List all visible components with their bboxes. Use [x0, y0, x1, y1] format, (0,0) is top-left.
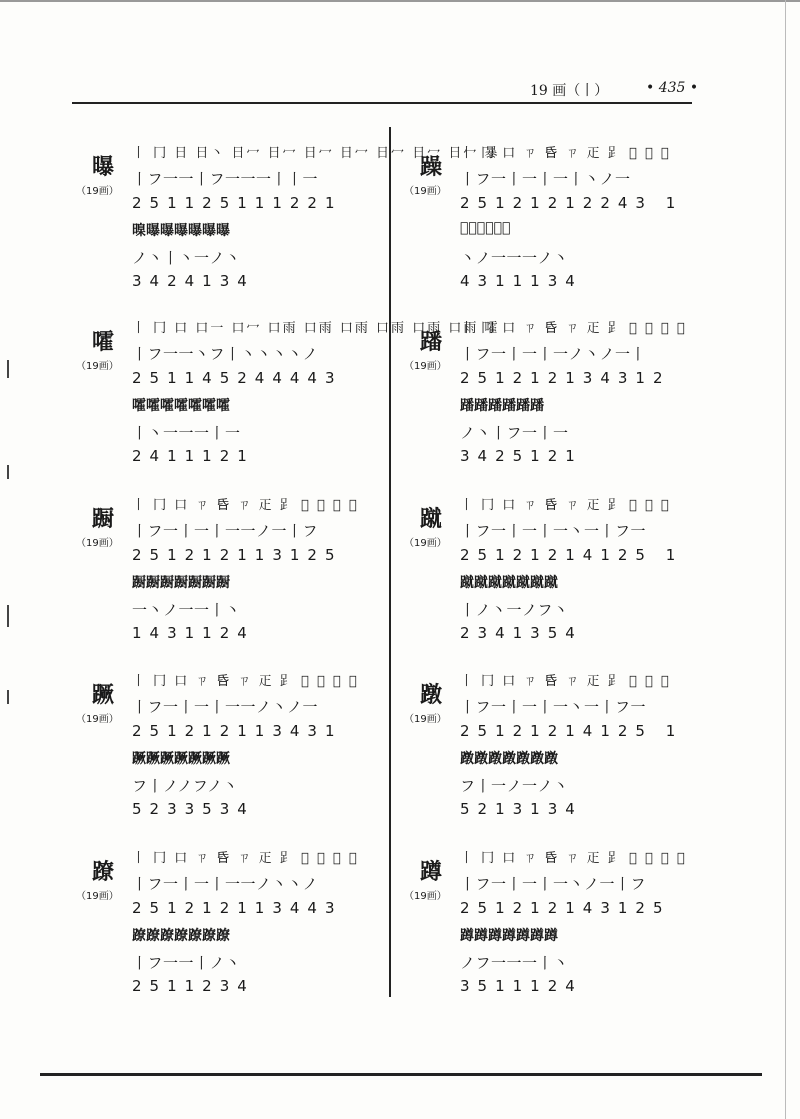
entry-character: 蹯	[420, 330, 443, 355]
numbers-row-1: 251212134312	[460, 369, 671, 387]
scan-edge-top	[0, 0, 800, 2]
stroke-count: （19画）	[404, 361, 447, 372]
numbers-row-2: 3424134	[132, 272, 255, 290]
numbers-row-2: 3425121	[460, 447, 583, 465]
margin-mark	[7, 690, 9, 704]
strokes-row-2: ノ丶丨フ一丨一	[460, 424, 569, 442]
steps-row-2: 暞曝曝曝曝曝曝	[132, 223, 230, 239]
strokes-row-1: 丨フ一一丨フ一一一丨丨一	[132, 170, 319, 188]
margin-mark	[7, 465, 9, 479]
strokes-row-1: 丨フ一丨一丨一一ノ丶ノ一	[132, 698, 319, 716]
steps-row-1: 丨 冂 口 ㄗ 𠯑 ㄗ 𤴓 𧾷 𧿨 𧿨 𧿨	[460, 146, 671, 161]
strokes-row-2: 丨ノ丶一ノフ丶	[460, 601, 569, 619]
entry-character: 蹴	[420, 507, 443, 532]
stroke-count: （19画）	[76, 186, 119, 197]
entry	[400, 658, 720, 828]
header-rule	[72, 102, 692, 104]
stroke-count: （19画）	[76, 538, 119, 549]
margin-mark	[7, 605, 9, 627]
steps-row-1: 丨 冂 口 ㄗ 𠯑 ㄗ 𤴓 𧾷 𧿨 𧿨 𧿨	[460, 498, 671, 513]
stroke-count: （19画）	[404, 538, 447, 549]
strokes-row-2: 一丶ノ一一丨丶	[132, 601, 241, 619]
strokes-row-1: 丨フ一丨一丨一ノ丶ノ一丨	[460, 345, 647, 363]
stroke-count: （19画）	[76, 891, 119, 902]
stroke-count: （19画）	[404, 891, 447, 902]
entry-character: 蹽	[92, 860, 115, 885]
steps-row-1: 丨 冂 口 ㄗ 𠯑 ㄗ 𤴓 𧾷 𧿨 𧿨 𧿨 𧿨	[132, 674, 359, 689]
entry	[400, 835, 720, 1005]
entry-character: 嚯	[92, 330, 115, 355]
entry-character: 蹲	[420, 860, 443, 885]
strokes-row-2: ノ丶丨丶一ノ丶	[132, 249, 241, 267]
numbers-row-2: 1431124	[132, 624, 255, 642]
entry	[400, 482, 720, 652]
steps-row-1: 丨 冂 口 口一 口冖 口雨 口雨 口雨 口雨 口雨 口雨 嚯	[132, 321, 500, 336]
entry-character: 曝	[92, 155, 115, 180]
strokes-row-2: 丨フ一一丨ノ丶	[132, 954, 241, 972]
entry-character: 蹰	[92, 507, 115, 532]
strokes-row-1: 丨フ一丨一丨一一ノ一丨フ	[132, 522, 319, 540]
numbers-row-1: 251212143125	[460, 899, 671, 917]
steps-row-2: 嚯嚯嚯嚯嚯嚯嚯	[132, 398, 230, 414]
numbers-row-2: 5213134	[460, 800, 583, 818]
strokes-row-1: 丨フ一丨一丨一丶ノ一丨フ	[460, 875, 647, 893]
numbers-row-2: 2511234	[132, 977, 255, 995]
steps-row-2: 蹾蹾蹾蹾蹾蹾蹾	[460, 751, 558, 767]
entry-character: 蹾	[420, 683, 443, 708]
numbers-row-1: 251212113125	[132, 546, 343, 564]
numbers-row-2: 2341354	[460, 624, 583, 642]
footer-rule	[40, 1073, 762, 1076]
entry	[400, 130, 720, 300]
numbers-row-1: 25121214125 1	[460, 546, 684, 564]
steps-row-1: 丨 冂 口 ㄗ 𠯑 ㄗ 𤴓 𧾷 𧿨 𧿨 𧿨 𧿨	[460, 321, 687, 336]
numbers-row-1: 25121214125 1	[460, 722, 684, 740]
strokes-row-2: 丶ノ一一一ノ丶	[460, 249, 569, 267]
entry	[400, 305, 720, 475]
steps-row-1: 丨 冂 口 ㄗ 𠯑 ㄗ 𤴓 𧾷 𧿨 𧿨 𧿨	[460, 674, 671, 689]
strokes-row-2: ノフ一一一丨丶	[460, 954, 569, 972]
stroke-count: （19画）	[76, 361, 119, 372]
steps-row-2: 蹲蹲蹲蹲蹲蹲蹲	[460, 928, 558, 944]
stroke-count: （19画）	[76, 714, 119, 725]
numbers-row-2: 5233534	[132, 800, 255, 818]
steps-row-1: 丨 冂 口 ㄗ 𠯑 ㄗ 𤴓 𧾷 𧿨 𧿨 𧿨 𧿨	[132, 498, 359, 513]
strokes-row-2: フ丨ノノフノ丶	[132, 777, 239, 795]
steps-row-1: 丨 冂 口 ㄗ 𠯑 ㄗ 𤴓 𧾷 𧿨 𧿨 𧿨 𧿨	[132, 851, 359, 866]
numbers-row-2: 3511124	[460, 977, 583, 995]
strokes-row-2: フ丨一ノ一ノ丶	[460, 777, 569, 795]
scan-edge-right	[785, 0, 786, 1119]
steps-row-2: 蹰蹰蹰蹰蹰蹰蹰	[132, 575, 230, 591]
margin-mark	[7, 360, 9, 378]
steps-row-1: 丨 冂 日 日丶 日冖 日冖 日冖 日冖 日冖 日冖 日冖 暴	[132, 146, 500, 161]
entry	[72, 835, 392, 1005]
stroke-count: （19画）	[404, 186, 447, 197]
entry-character: 躁	[420, 155, 443, 180]
numbers-row-1: 251212113443	[132, 899, 343, 917]
steps-row-2: 蹽蹽蹽蹽蹽蹽蹽	[132, 928, 230, 944]
entry	[72, 658, 392, 828]
entry	[72, 305, 500, 475]
numbers-row-2: 2411121	[132, 447, 255, 465]
steps-row-2: 蹶蹶蹶蹶蹶蹶蹶	[132, 751, 230, 767]
numbers-row-1: 25121212243 1	[460, 194, 684, 212]
steps-row-2: 蹯蹯蹯蹯蹯蹯	[460, 398, 544, 414]
stroke-count: （19画）	[404, 714, 447, 725]
entry-character: 蹶	[92, 683, 115, 708]
section-header: 19 画（丨）	[530, 83, 609, 99]
numbers-row-1: 251212113431	[132, 722, 343, 740]
numbers-row-1: 251125111221	[132, 194, 343, 212]
strokes-row-1: 丨フ一丨一丨一丶一丨フ一	[460, 698, 647, 716]
numbers-row-2: 4311134	[460, 272, 583, 290]
strokes-row-1: 丨フ一丨一丨一丨丶ノ一	[460, 170, 631, 188]
strokes-row-2: 丨丶一一一丨一	[132, 424, 241, 442]
numbers-row-1: 251145244443	[132, 369, 343, 387]
steps-row-1: 丨 冂 口 ㄗ 𠯑 ㄗ 𤴓 𧾷 𧿨 𧿨 𧿨 𧿨	[460, 851, 687, 866]
steps-row-2: 蹴蹴蹴蹴蹴蹴蹴	[460, 575, 558, 591]
page-number: • 435 •	[646, 80, 699, 96]
strokes-row-1: 丨フ一丨一丨一丶一丨フ一	[460, 522, 647, 540]
strokes-row-1: 丨フ一一丶フ丨丶丶丶丶ノ	[132, 345, 319, 363]
steps-row-2: 𧿨𧿨𧿨𧿨𧿨躁	[460, 220, 511, 236]
strokes-row-1: 丨フ一丨一丨一一ノ丶丶ノ	[132, 875, 319, 893]
entry	[72, 482, 392, 652]
